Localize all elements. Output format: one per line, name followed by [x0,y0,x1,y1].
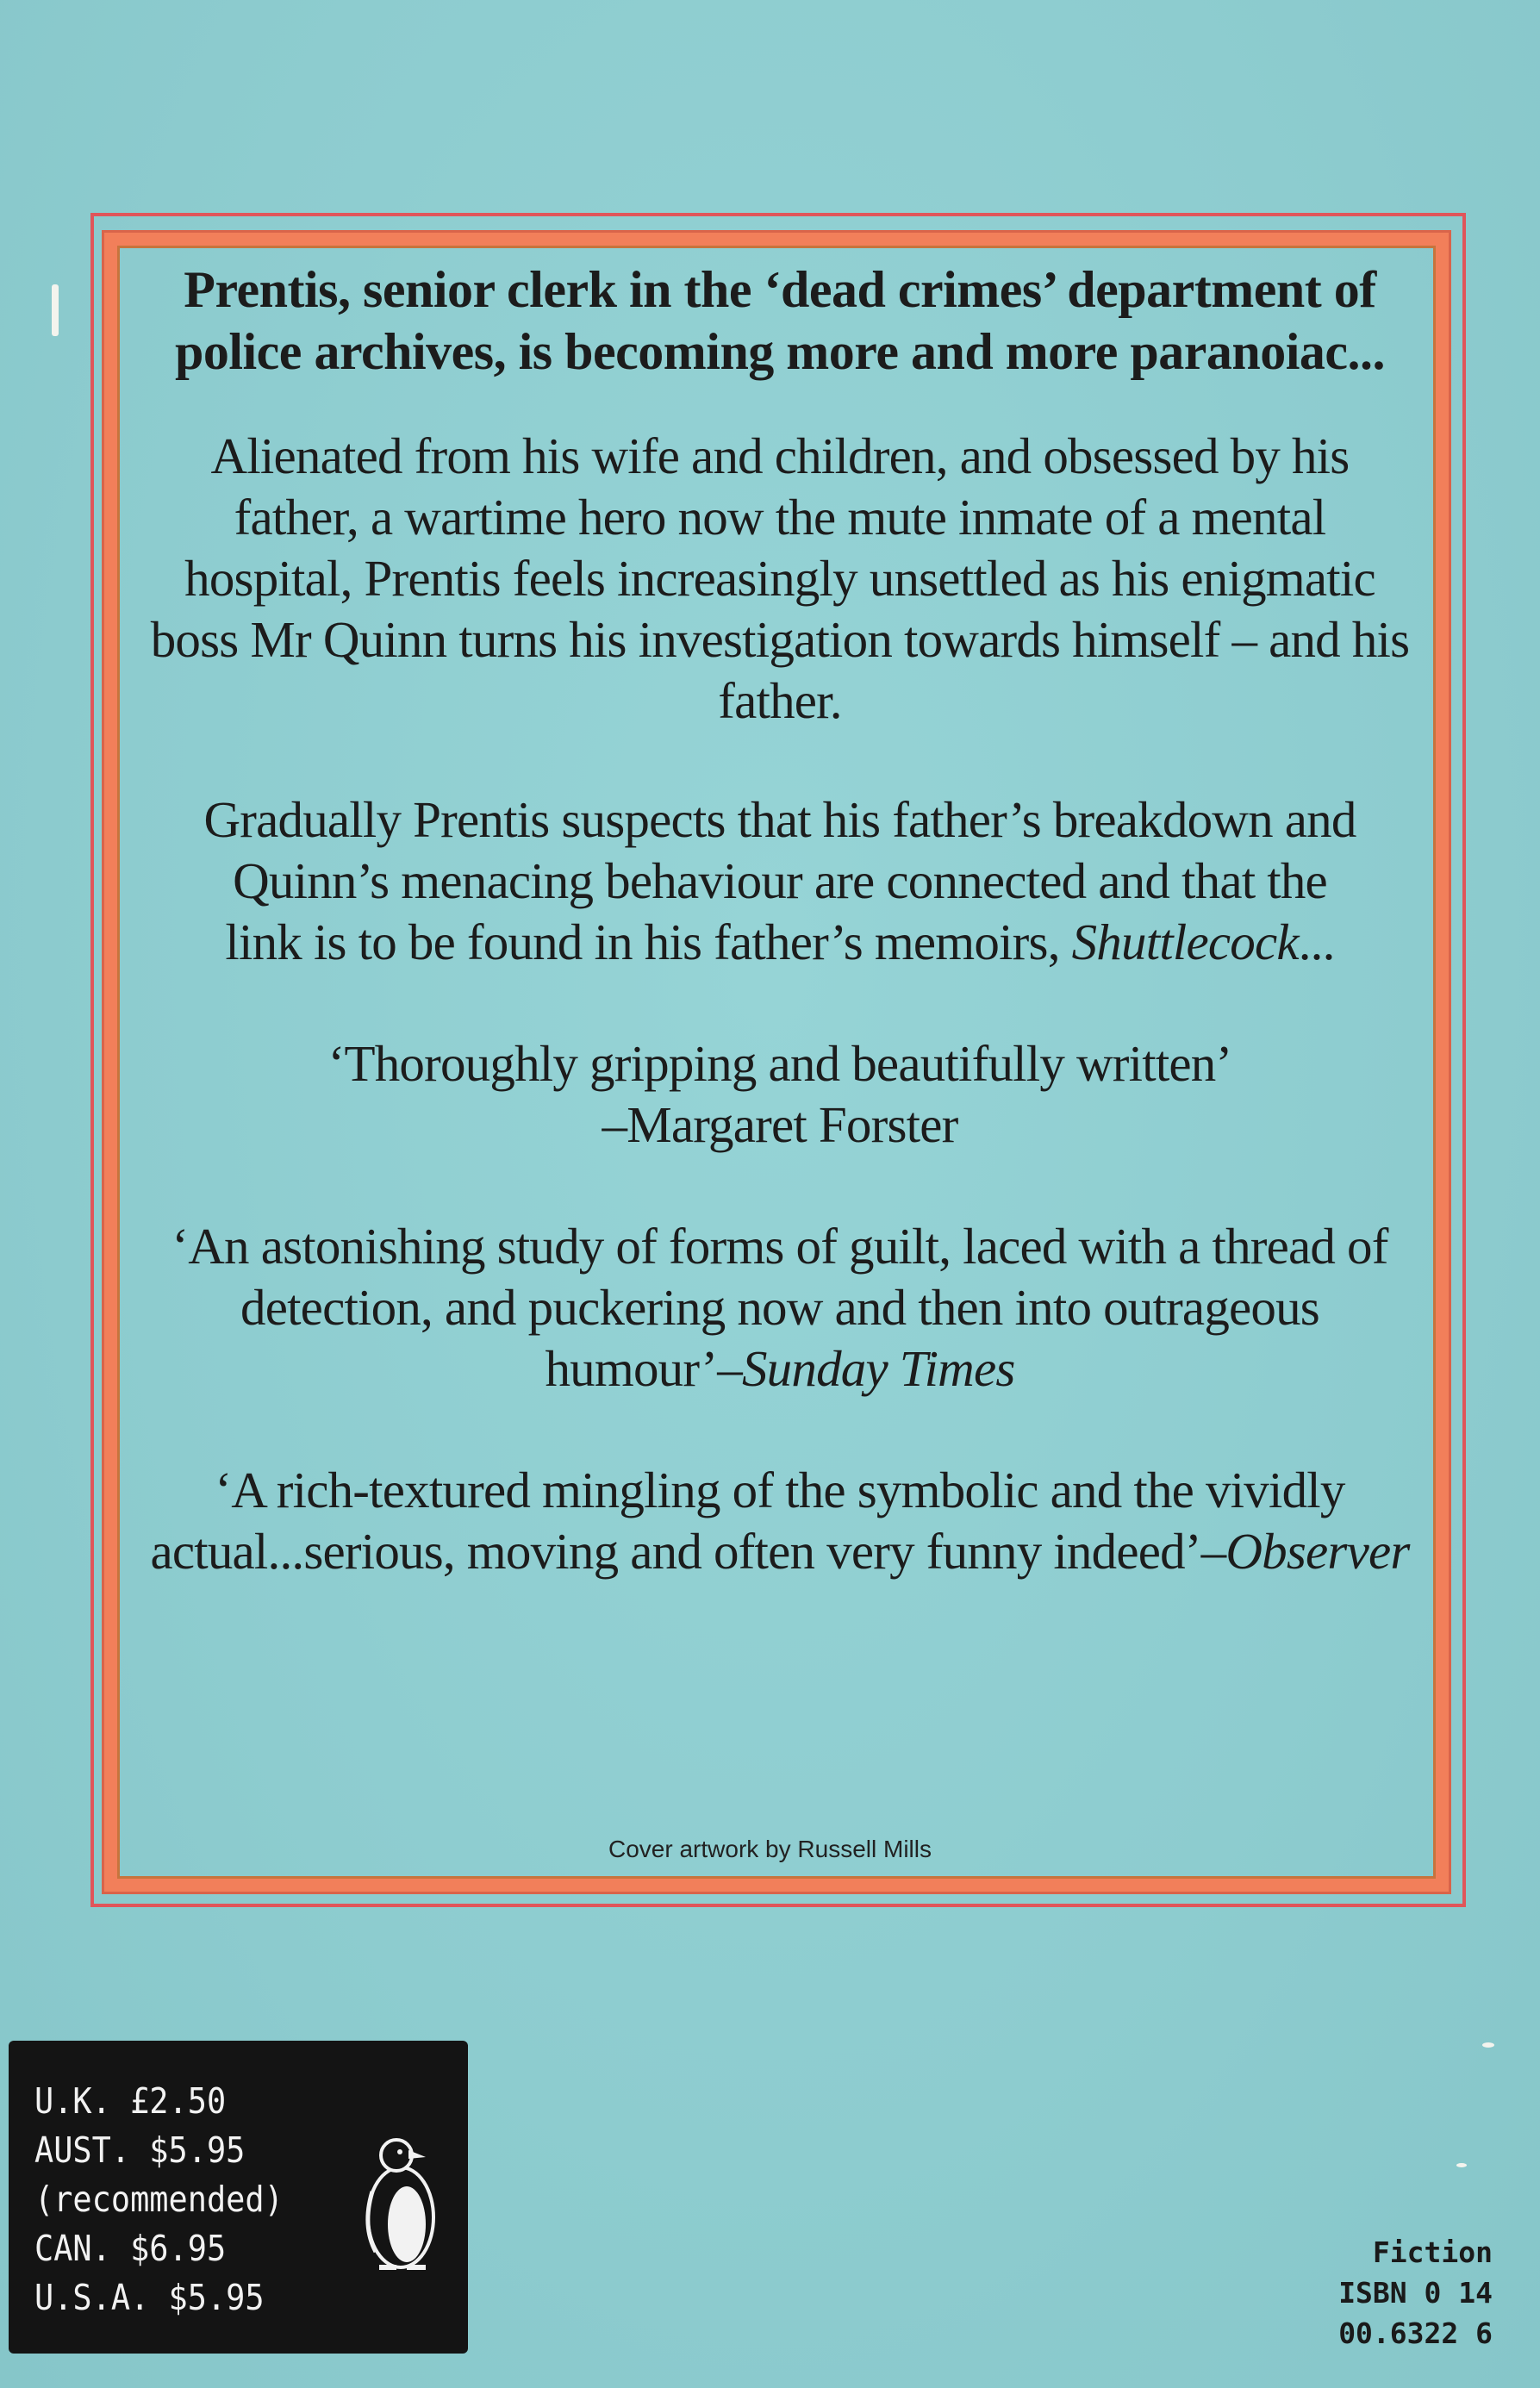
review-quote-3 [138,1460,1422,1582]
review-quote-2-text: ‘An astonishing study of forms of guilt, laced with a thread of detection, and puckering now and then into outrageous humour’– [171,1218,1388,1397]
paper-speck [1456,2163,1467,2167]
price-usa: U.S.A. $5.95 [34,2277,265,2318]
synopsis-paragraph-2 [138,789,1422,973]
price-aust: AUST. $5.95 [34,2129,246,2171]
isbn-block [1338,2232,1493,2354]
paper-speck [1482,2042,1494,2048]
review-quote-2 [138,1216,1422,1400]
review-quote-1 [138,1033,1422,1156]
penguin-logo-icon [353,2131,448,2278]
blurb [138,259,1422,1582]
category-label: Fiction [1372,2235,1493,2269]
review-quote-3-source: Observer [1225,1523,1410,1580]
price-sticker [9,2041,468,2354]
synopsis-paragraph-2-text: Gradually Prentis suspects that his father’s breakdown and Quinn’s menacing behaviour are connected and that the link is to be found in his father’s memoirs, [203,791,1356,970]
price-uk: U.K. £2.50 [34,2080,227,2122]
price-can: CAN. $6.95 [34,2228,227,2269]
price-note: (recommended) [34,2179,284,2220]
review-quote-1-source: –Margaret Forster [602,1096,958,1153]
review-quote-3-text: ‘A rich-textured mingling of the symbolic and the vividly actual...serious, moving and often very funny indeed’– [150,1462,1345,1580]
headline: Prentis, senior clerk in the ‘dead crimes’ department of police archives, is becoming more and more paranoiac... [174,261,1386,380]
cover-artwork-credit: Cover artwork by Russell Mills [608,1836,932,1862]
isbn-line-1: ISBN 0 14 [1338,2276,1493,2310]
isbn-line-2: 00.6322 6 [1338,2316,1493,2350]
book-title-shuttlecock: Shuttlecock [1071,913,1299,970]
ellipsis: ... [1298,913,1335,970]
review-quote-2-source: Sunday Times [741,1340,1015,1397]
review-quote-1-text: ‘Thoroughly gripping and beautifully written’ [327,1035,1232,1092]
price-list [34,2077,284,2323]
synopsis-paragraph-1: Alienated from his wife and children, and obsessed by his father, a wartime hero now the mute inmate of a mental hospital, Prentis feels increasingly unsettled as his enigmatic boss Mr Quinn turns his investigation towards himself – and his father. [150,427,1410,729]
paper-scratch [52,284,59,336]
